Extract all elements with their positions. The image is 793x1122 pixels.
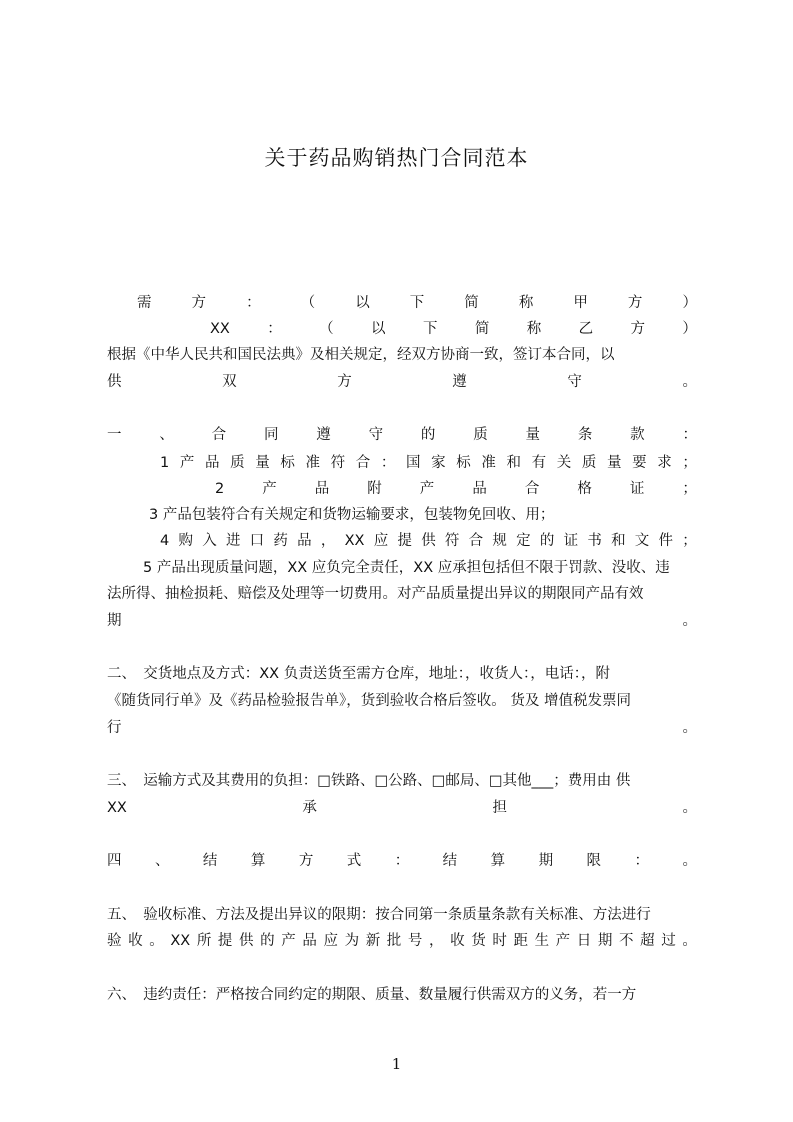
line-segment: 款 xyxy=(630,427,645,443)
line-segment: 符 xyxy=(330,455,346,471)
line-segment: 产 xyxy=(179,455,195,471)
line-segment: 的 xyxy=(260,933,275,949)
line-segment: 期 xyxy=(107,613,122,629)
line-segment: 供 xyxy=(239,933,254,949)
line-segment: 。 xyxy=(149,933,164,949)
line-segment: ， xyxy=(320,533,336,549)
line-segment: 提 xyxy=(217,933,233,949)
line-segment: ； xyxy=(682,533,697,549)
line-segment: 距 xyxy=(513,933,528,949)
line-segment: 。 xyxy=(682,800,697,816)
line-segment: 证 xyxy=(563,533,579,549)
line-segment: ） xyxy=(682,321,697,337)
paragraph-line: 根据《中华人民共和国民法典》及相关规定，经双方协商一致，签订本合同，以 xyxy=(107,347,615,363)
line-segment: 求 xyxy=(657,455,672,471)
line-segment: 产 xyxy=(555,933,571,949)
paragraph-line xyxy=(107,370,697,394)
line-segment: 品 xyxy=(204,455,220,471)
paragraph-line: 《随货同行单》及《药品检验报告单》，货到验收合格后签收。 货及 增值税发票同 xyxy=(107,693,631,709)
line-segment: 规 xyxy=(492,533,507,549)
line-segment: 关 xyxy=(556,455,572,471)
paragraph-line xyxy=(160,529,697,553)
line-segment: 所 xyxy=(196,933,212,949)
line-segment: 1 xyxy=(160,455,170,471)
line-segment: ） xyxy=(682,295,697,311)
line-segment: 号 xyxy=(407,933,423,949)
line-segment: 期 xyxy=(538,853,554,869)
line-segment: 担 xyxy=(492,800,507,816)
line-segment: 产 xyxy=(281,933,296,949)
line-segment: 供 xyxy=(421,533,436,549)
page-number: 1 xyxy=(391,1055,402,1073)
line-segment: 简 xyxy=(474,321,490,337)
line-segment: 同 xyxy=(263,427,279,443)
line-segment: ； xyxy=(682,481,697,497)
line-segment: 合 xyxy=(355,455,371,471)
line-segment: 称 xyxy=(518,295,534,311)
line-segment: 批 xyxy=(386,933,402,949)
line-segment: 品 xyxy=(302,933,317,949)
line-segment: 。 xyxy=(682,374,697,390)
paragraph-line: 二、 交货地点及方式：XX 负责送货至需方仓库，地址：，收货人：，电话：，附 xyxy=(107,666,610,682)
line-segment: ， xyxy=(429,933,444,949)
paragraph-line xyxy=(160,451,697,475)
document-title: 关于药品购销热门合同范本 xyxy=(264,146,529,170)
line-segment: 格 xyxy=(577,481,592,497)
line-segment: 算 xyxy=(250,853,266,869)
line-segment: 定 xyxy=(516,533,531,549)
line-segment: 国 xyxy=(405,455,421,471)
line-segment: 验 xyxy=(107,933,122,949)
line-segment: ； xyxy=(682,455,697,471)
paragraph-line: 5 产品出现质量问题，XX 应负完全责任，XX 应承担包括但不限于罚款、没收、违 xyxy=(143,560,670,576)
line-segment: 合 xyxy=(524,481,540,497)
line-segment: ： xyxy=(246,295,261,311)
paragraph-line xyxy=(210,317,697,341)
line-segment: 期 xyxy=(597,933,613,949)
line-segment: 方 xyxy=(191,295,207,311)
line-segment: ： xyxy=(267,321,282,337)
paragraph-line xyxy=(107,796,697,820)
line-segment: 药 xyxy=(273,533,288,549)
line-segment: 准 xyxy=(305,455,320,471)
line-segment: 甲 xyxy=(573,295,588,311)
paragraph-line xyxy=(107,423,697,447)
paragraph-line: 五、 验收标准、方法及提出异议的限期：按合同第一条质量条款有关标准、方法进行 xyxy=(107,907,651,923)
line-segment: 。 xyxy=(682,720,697,736)
line-segment: 质 xyxy=(581,455,597,471)
line-segment: ： xyxy=(394,853,410,869)
line-segment: 质 xyxy=(473,427,488,443)
line-segment: XX xyxy=(344,533,365,549)
paragraph-line: 三、 运输方式及其费用的负担：□铁路、□公路、□邮局、□其他___；费用由 供 xyxy=(107,773,631,789)
line-segment: 算 xyxy=(490,853,506,869)
line-segment: 乙 xyxy=(578,321,594,337)
line-segment: 件 xyxy=(658,533,674,549)
line-segment: 、 xyxy=(154,853,170,869)
line-segment: 。 xyxy=(682,613,697,629)
line-segment: 新 xyxy=(365,933,381,949)
paragraph-line xyxy=(137,291,697,315)
line-segment: 要 xyxy=(632,455,647,471)
paragraph-line: 3 产品包装符合有关规定和货物运输要求，包装物免回收、用； xyxy=(149,507,555,523)
line-segment: 家 xyxy=(431,455,446,471)
line-segment: 时 xyxy=(492,933,507,949)
line-segment: 收 xyxy=(450,933,465,949)
line-segment: 符 xyxy=(444,533,460,549)
line-segment: 限 xyxy=(586,853,602,869)
line-segment: 和 xyxy=(506,455,521,471)
line-segment: 品 xyxy=(314,481,330,497)
line-segment: 以 xyxy=(371,321,386,337)
line-segment: 入 xyxy=(202,533,217,549)
line-segment: 超 xyxy=(640,933,655,949)
line-segment: 文 xyxy=(634,533,650,549)
line-segment: XX xyxy=(210,321,230,337)
line-segment: 以 xyxy=(355,295,370,311)
line-segment: 产 xyxy=(262,481,277,497)
line-segment: 货 xyxy=(471,933,486,949)
line-segment: 量 xyxy=(606,455,622,471)
line-segment: XX xyxy=(170,933,191,949)
line-segment: 为 xyxy=(344,933,360,949)
line-segment: 方 xyxy=(298,853,314,869)
line-segment: 合 xyxy=(468,533,484,549)
paragraph-line: 法所得、抽检损耗、赔偿及处理等一切费用。对产品质量提出异议的期限同产品有效 xyxy=(107,586,644,602)
line-segment: 过 xyxy=(661,933,676,949)
line-segment: 式 xyxy=(346,853,362,869)
line-segment: 证 xyxy=(629,481,645,497)
line-segment: 方 xyxy=(630,321,645,337)
line-segment: 量 xyxy=(525,427,540,443)
line-segment: ： xyxy=(682,427,697,443)
line-segment: 遵 xyxy=(316,427,331,443)
line-segment: 下 xyxy=(409,295,425,311)
line-segment: 产 xyxy=(419,481,435,497)
line-segment: 准 xyxy=(481,455,496,471)
line-segment: 不 xyxy=(619,933,634,949)
line-segment: 简 xyxy=(464,295,479,311)
line-segment: 4 xyxy=(160,533,170,549)
line-segment: 。 xyxy=(682,853,697,869)
line-segment: 生 xyxy=(534,933,550,949)
line-segment: 提 xyxy=(397,533,412,549)
paragraph-line xyxy=(107,929,697,953)
line-segment: 品 xyxy=(297,533,312,549)
line-segment: 四 xyxy=(107,853,122,869)
line-segment: 合 xyxy=(211,427,227,443)
line-segment: 有 xyxy=(531,455,547,471)
line-segment: 书 xyxy=(587,533,602,549)
line-segment: 收 xyxy=(128,933,143,949)
paragraph-line: 六、 违约责任：严格按合同约定的期限、质量、数量履行供需双方的义务，若一方 xyxy=(107,987,637,1003)
line-segment: 守 xyxy=(368,427,384,443)
line-segment: 遵 xyxy=(452,374,467,390)
line-segment: 。 xyxy=(682,933,697,949)
line-segment: 一 xyxy=(107,427,122,443)
line-segment: XX xyxy=(107,800,127,816)
line-segment: 量 xyxy=(255,455,270,471)
line-segment: 购 xyxy=(178,533,193,549)
line-segment: 供 xyxy=(107,374,122,390)
line-segment: 品 xyxy=(472,481,487,497)
line-segment: 、 xyxy=(159,427,174,443)
line-segment: 应 xyxy=(323,933,338,949)
line-segment: 标 xyxy=(456,455,471,471)
line-segment: ： xyxy=(380,455,396,471)
line-segment: 条 xyxy=(577,427,593,443)
line-segment: （ xyxy=(319,321,334,337)
line-segment: 方 xyxy=(627,295,643,311)
paragraph-line xyxy=(107,849,697,873)
line-segment: 进 xyxy=(225,533,241,549)
paragraph-line xyxy=(215,477,697,501)
line-segment: 应 xyxy=(373,533,389,549)
line-segment: 承 xyxy=(302,800,317,816)
line-segment: 标 xyxy=(280,455,295,471)
line-segment: 日 xyxy=(576,933,592,949)
line-segment: ： xyxy=(634,853,649,869)
line-segment: 的 xyxy=(539,533,555,549)
line-segment: 2 xyxy=(215,481,225,497)
line-segment: 守 xyxy=(567,374,582,390)
line-segment: 的 xyxy=(420,427,436,443)
line-segment: 称 xyxy=(526,321,542,337)
line-segment: 结 xyxy=(202,853,218,869)
line-segment: 结 xyxy=(442,853,458,869)
line-segment: 需 xyxy=(137,295,152,311)
line-segment: 附 xyxy=(367,481,382,497)
paragraph-line xyxy=(107,609,697,633)
line-segment: 行 xyxy=(107,720,122,736)
line-segment: 和 xyxy=(611,533,626,549)
line-segment: （ xyxy=(300,295,316,311)
line-segment: 质 xyxy=(230,455,245,471)
line-segment: 方 xyxy=(337,374,352,390)
line-segment: 双 xyxy=(222,374,237,390)
line-segment: 下 xyxy=(422,321,438,337)
paragraph-line xyxy=(107,716,697,740)
line-segment: 口 xyxy=(249,533,265,549)
